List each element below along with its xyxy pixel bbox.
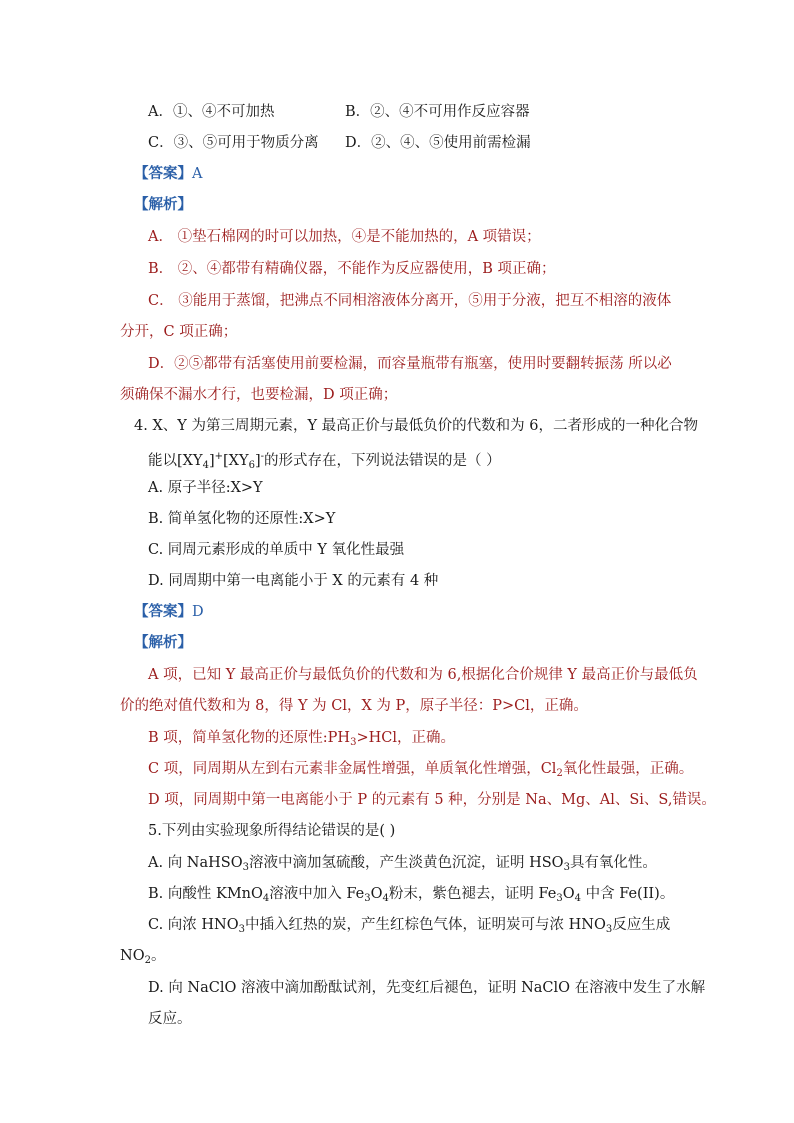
q5-option-c-2 bbox=[120, 946, 165, 971]
stem-text: 能以[XY bbox=[148, 453, 203, 469]
stem-text: [XY bbox=[223, 453, 249, 469]
subscript: 3 bbox=[242, 862, 249, 873]
q4-option-c: C. 同周元素形成的单质中 Y 氧化性最强 bbox=[148, 542, 405, 558]
option-text: NO bbox=[120, 948, 145, 964]
q3-analysis-c-2: 分开，C 项正确； bbox=[120, 324, 238, 340]
option-text: O bbox=[370, 886, 383, 902]
q4-analysis-a-1: A 项，已知 Y 最高正价与最低负价的代数和为 6,根据化合价规律 Y 最高正价与最低负 bbox=[148, 667, 698, 683]
option-text: 粉末，紫色褪去，证明 Fe bbox=[388, 886, 557, 902]
q5-option-c-1 bbox=[148, 915, 670, 940]
subscript: 4 bbox=[202, 460, 209, 471]
q4-option-b: B. 简单氢化物的还原性:X>Y bbox=[148, 511, 336, 527]
subscript: 4 bbox=[574, 893, 581, 904]
q4-analysis-c bbox=[148, 759, 693, 784]
answer-value: D bbox=[192, 604, 204, 620]
q4-analysis-tag bbox=[134, 633, 192, 653]
q4-analysis-a-2: 价的绝对值代数和为 8，得 Y 为 Cl，X 为 P，原子半径：P>Cl，正确。 bbox=[120, 698, 588, 714]
q4-stem-2 bbox=[148, 447, 501, 476]
q3-analysis-tag bbox=[134, 195, 192, 215]
q3-option-b: B．②、④不可用作反应容器 bbox=[345, 104, 530, 120]
analysis-text: 氧化性最强，正确。 bbox=[562, 761, 694, 777]
option-text: A. 向 NaHSO bbox=[148, 855, 243, 871]
stem-text: ] bbox=[208, 453, 215, 469]
q5-option-d-2: 反应。 bbox=[148, 1011, 192, 1027]
q5-option-d-1: D. 向 NaClO 溶液中滴加酚酞试剂，先变红后褪色，证明 NaClO 在溶液中发生了水解 bbox=[148, 980, 706, 996]
subscript: 3 bbox=[563, 862, 570, 873]
q3-analysis-d-2: 须确保不漏水才行，也要检漏，D 项正确； bbox=[120, 387, 398, 403]
subscript: 2 bbox=[556, 768, 563, 779]
q3-analysis-c-1: C． ③能用于蒸馏，把沸点不同相溶液体分离开，⑤用于分液，把互不相溶的液体 bbox=[148, 293, 672, 309]
q3-analysis-d-1: D．②⑤都带有活塞使用前要检漏，而容量瓶带有瓶塞，使用时要翻转振荡 所以必 bbox=[148, 356, 672, 372]
subscript: 3 bbox=[364, 893, 371, 904]
analysis-tag: 【解析】 bbox=[134, 196, 192, 213]
option-text: 具有氧化性。 bbox=[569, 855, 657, 871]
option-text: O bbox=[562, 886, 575, 902]
q3-analysis-a: A． ①垫石棉网的时可以加热，④是不能加热的，A 项错误； bbox=[148, 229, 541, 245]
q5-option-a bbox=[148, 853, 657, 878]
q4-stem-1: 4. X、Y 为第三周期元素，Y 最高正价与最低负价的代数和为 6，二者形成的一种化合物 bbox=[134, 418, 698, 434]
subscript: 3 bbox=[238, 924, 245, 935]
q3-answer bbox=[134, 164, 202, 184]
q3-option-c: C．③、⑤可用于物质分离 bbox=[148, 135, 319, 151]
q3-analysis-b: B． ②、④都带有精确仪器，不能作为反应器使用，B 项正确； bbox=[148, 261, 556, 277]
analysis-text: B 项，简单氢化物的还原性:PH bbox=[148, 730, 351, 746]
subscript: 3 bbox=[556, 893, 563, 904]
q4-option-d: D. 同周期中第一电离能小于 X 的元素有 4 种 bbox=[148, 573, 439, 589]
answer-tag: 【答案】 bbox=[134, 165, 192, 182]
answer-value: A bbox=[192, 166, 203, 182]
stem-text: ] bbox=[254, 453, 261, 469]
analysis-text: C 项，同周期从左到右元素非金属性增强，单质氧化性增强，Cl bbox=[148, 761, 557, 777]
option-text: C. 向浓 HNO bbox=[148, 917, 239, 933]
option-text: 反应生成 bbox=[612, 917, 671, 933]
subscript: 3 bbox=[605, 924, 613, 935]
subscript: 4 bbox=[262, 893, 270, 904]
option-text: 中插入红热的炭，产生红棕色气体，证明炭可与浓 HNO bbox=[245, 917, 606, 933]
stem-text: 的形式存在，下列说法错误的是（ ） bbox=[264, 453, 501, 469]
superscript: + bbox=[214, 451, 223, 462]
subscript: 6 bbox=[248, 460, 255, 471]
q5-stem: 5.下列由实验现象所得结论错误的是( ) bbox=[148, 823, 396, 839]
superscript: - bbox=[260, 451, 264, 462]
analysis-text: >HCl，正确。 bbox=[356, 730, 455, 746]
option-text: 溶液中滴加氢硫酸，产生淡黄色沉淀，证明 HSO bbox=[248, 855, 564, 871]
subscript: 2 bbox=[144, 955, 151, 966]
answer-tag: 【答案】 bbox=[134, 603, 192, 620]
option-text: 。 bbox=[150, 948, 166, 964]
q3-option-d: D．②、④、⑤使用前需检漏 bbox=[345, 135, 531, 151]
q5-option-b bbox=[148, 884, 674, 909]
q4-analysis-b bbox=[148, 728, 455, 753]
option-text: 中含 Fe(II)。 bbox=[580, 886, 675, 902]
analysis-tag: 【解析】 bbox=[134, 634, 192, 651]
option-text: 溶液中加入 Fe bbox=[269, 886, 365, 902]
q3-option-a: A．①、④不可加热 bbox=[148, 104, 275, 120]
subscript: 3 bbox=[350, 737, 357, 748]
option-text: B. 向酸性 KMnO bbox=[148, 886, 263, 902]
subscript: 4 bbox=[382, 893, 389, 904]
q4-option-a: A. 原子半径:X>Y bbox=[148, 480, 263, 496]
q4-analysis-d: D 项，同周期中第一电离能小于 P 的元素有 5 种，分别是 Na、Mg、Al、Si、S,错误。 bbox=[148, 792, 716, 808]
q4-answer bbox=[134, 602, 204, 622]
